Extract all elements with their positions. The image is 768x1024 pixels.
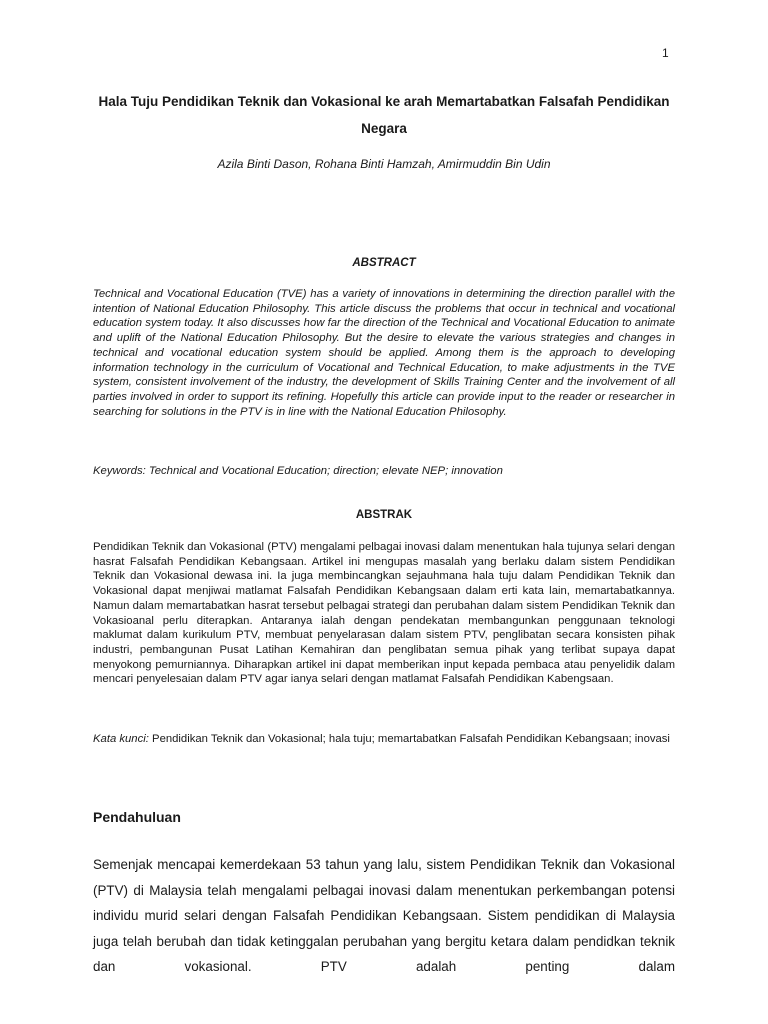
paper-title: Hala Tuju Pendidikan Teknik dan Vokasional ke arah Memartabatkan Falsafah Pendidikan Negara <box>98 94 670 136</box>
page-number: 1 <box>662 46 669 60</box>
abstract-heading: ABSTRACT <box>352 257 416 269</box>
section-heading-pendahuluan: Pendahuluan <box>93 809 181 825</box>
section-body-text: Semenjak mencapai kemerdekaan 53 tahun yang lalu, sistem Pendidikan Teknik dan Vokasional (PTV) di Malaysia telah mengalami pelbagai inovasi dalam menentukan perkembangan potensi individu murid selari dengan Falsafah Pendidikan Kebangsaan. Sistem pendidikan di Malaysia juga telah berubah dan tidak ketinggalan perubahan yang bergitu ketara dalam pendidkan teknik dan vokasional. PTV adalah penting dalam <box>93 857 675 974</box>
abstrak-heading: ABSTRAK <box>355 509 413 521</box>
kata-kunci-label: Kata kunci: <box>93 733 149 745</box>
abstrak-text: Pendidikan Teknik dan Vokasional (PTV) mengalami pelbagai inovasi dalam menentukan hala tujunya selari dengan hasrat Falsafah Pendidikan Kebangsaan. Artikel ini mengupas masalah yang berlaku dalam sistem Pendidikan Teknik dan Vokasional dewasa ini. Ia juga membincangkan sejauhmana hala tuju dalam Pendidikan Teknik dan Vokasional dapat menjiwai matlamat Falsafah Pendidikan Kebangsaan dalam erti kata lain, memartabatkannya. Namun dalam memartabatkan hasrat tersebut pelbagai strategi dan perubahan dalam sistem Pendidikan Teknik dan Vokasioanal perlu diterapkan. Antaranya ialah dengan pendekatan membangunkan penggunaan teknologi maklumat dalam kurikulum PTV, membuat penyelarasan dalam sistem PTV, penglibatan secara konsisten pihak industri, pembangunan Pusat Latihan Kemahiran dan penglibatan semua pihak yang terlibat supaya dapat menyokong pemurniannya. Diharapkan artikel ini dapat memberikan input kepada pembaca atau penyelidik dalam mencari penyelesaian dalam PTV agar ianya selari dengan matlamat Falsafah Pendidikan Kabengsaan. <box>93 541 675 686</box>
abstract-keywords: Keywords: Technical and Vocational Education; direction; elevate NEP; innovation <box>93 465 503 477</box>
abstract-text: Technical and Vocational Education (TVE) has a variety of innovations in determining the direction parallel with the intention of National Education Philosophy. This article discuss the problems that occur in technical and vocational education system today. It also discusses how far the direction of the Technical and Vocational Education to animate and uplift of the National Education Philosophy. But the desire to elevate the various strategies and changes in technical and vocational education system should be applied. Among them is the approach to developing information technology in the curriculum of Vocational and Technical Education, to make adjustments in the TVE system, consistent involvement of the industry, the development of Skills Training Center and the involvement of all parties involved in order to support its refining. Hopefully this article can provide input to the reader or researcher in searching for solutions in the PTV is in line with the National Education Philosophy. <box>93 288 675 418</box>
kata-kunci-text: Pendidikan Teknik dan Vokasional; hala tuju; memartabatkan Falsafah Pendidikan Kebangsaan; inovasi <box>148 733 670 745</box>
paper-authors: Azila Binti Dason, Rohana Binti Hamzah, Amirmuddin Bin Udin <box>217 157 551 171</box>
abstrak-keywords <box>93 732 675 747</box>
